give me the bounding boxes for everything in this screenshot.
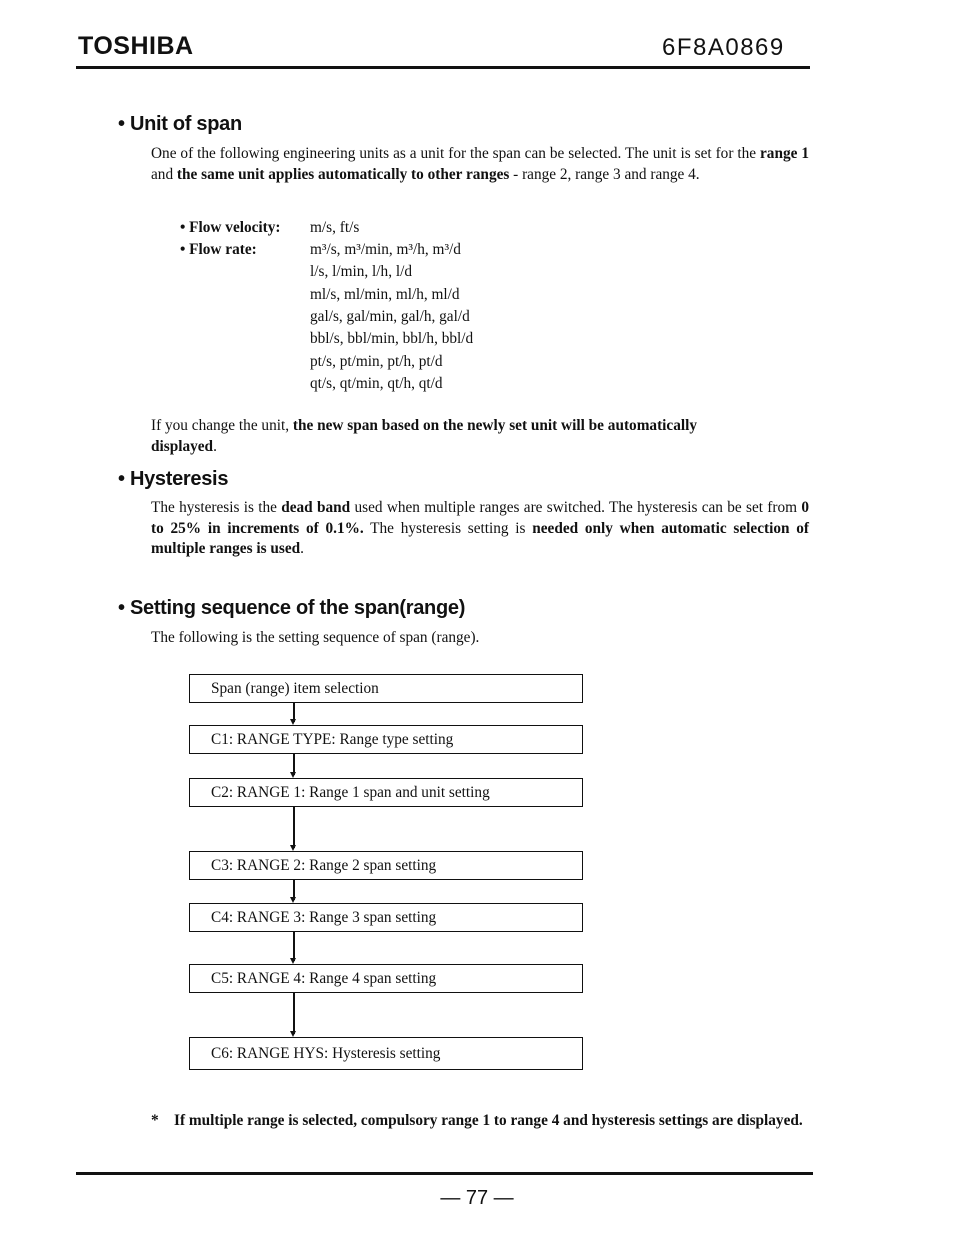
header-rule xyxy=(76,66,810,69)
note-text: If multiple range is selected, compulsory range 1 to range 4 and hysteresis settings are displayed. xyxy=(174,1112,803,1129)
flow-step-c5-range4: C5: RANGE 4: Range 4 span setting xyxy=(189,964,583,993)
intro-bold-range1: range 1 xyxy=(760,145,809,162)
flow-rate-units-m3: m³/s, m³/min, m³/h, m³/d xyxy=(310,241,461,258)
intro-bold-same-unit: the same unit applies automatically to other ranges xyxy=(176,165,510,183)
intro-text: - range 2, range 3 and range 4. xyxy=(509,165,700,183)
flow-step-c1-range-type: C1: RANGE TYPE: Range type setting xyxy=(189,725,583,754)
flow-connector xyxy=(293,993,295,1034)
section-title-setting-sequence: • Setting sequence of the span(range) xyxy=(118,597,466,619)
intro-text: and xyxy=(151,165,177,183)
page-number: — 77 — xyxy=(440,1187,514,1209)
flow-step-c3-range2: C3: RANGE 2: Range 2 span setting xyxy=(189,851,583,880)
hysteresis-text: used when multiple ranges are switched. The hysteresis can be set from xyxy=(350,499,802,516)
hysteresis-bold-range: 0 to 25% in increments of 0.1%. xyxy=(151,499,809,537)
hysteresis-bold-dead-band: dead band xyxy=(281,499,351,516)
section-title-hysteresis: • Hysteresis xyxy=(118,468,229,490)
flow-rate-label: • Flow rate: xyxy=(180,241,257,258)
flow-velocity-label: • Flow velocity: xyxy=(180,219,281,236)
note-asterisk: * xyxy=(151,1112,159,1129)
hysteresis-text: The hysteresis setting is xyxy=(363,519,533,537)
change-bold: the new span based on the newly set unit will be automatically displayed xyxy=(151,417,698,455)
flow-connector xyxy=(293,807,295,848)
flow-rate-units-bbl: bbl/s, bbl/min, bbl/h, bbl/d xyxy=(310,330,474,347)
change-text: . xyxy=(213,437,217,455)
intro-text: One of the following engineering units as a unit for the span can be selected. The unit is set for the xyxy=(151,145,761,162)
flow-step-c4-range3: C4: RANGE 3: Range 3 span setting xyxy=(189,903,583,932)
flow-rate-units-ml: ml/s, ml/min, ml/h, ml/d xyxy=(310,286,460,303)
hysteresis-paragraph xyxy=(151,498,809,560)
flow-connector xyxy=(293,932,295,961)
footer-rule xyxy=(76,1172,813,1175)
change-text: If you change the unit, xyxy=(151,417,293,434)
brand-logo: TOSHIBA xyxy=(78,32,194,60)
hysteresis-text: The hysteresis is the xyxy=(151,499,282,516)
flow-step-c2-range1: C2: RANGE 1: Range 1 span and unit setting xyxy=(189,778,583,807)
document-number: 6F8A0869 xyxy=(662,34,785,61)
hysteresis-text: . xyxy=(300,540,304,557)
flow-step-c6-hysteresis: C6: RANGE HYS: Hysteresis setting xyxy=(189,1037,583,1070)
flow-step-span-item-selection: Span (range) item selection xyxy=(189,674,583,703)
flow-rate-units-qt: qt/s, qt/min, qt/h, qt/d xyxy=(310,375,443,392)
unit-change-note xyxy=(151,416,761,457)
flow-velocity-units: m/s, ft/s xyxy=(310,219,360,236)
flow-rate-units-l: l/s, l/min, l/h, l/d xyxy=(310,263,412,280)
unit-of-span-intro xyxy=(151,144,809,185)
sequence-intro: The following is the setting sequence of span (range). xyxy=(151,629,480,646)
flow-rate-units-pt: pt/s, pt/min, pt/h, pt/d xyxy=(310,353,443,370)
flow-rate-units-gal: gal/s, gal/min, gal/h, gal/d xyxy=(310,308,470,325)
section-title-unit-of-span: • Unit of span xyxy=(118,113,242,135)
hysteresis-bold-needed: needed only when automatic selection of multiple ranges is used xyxy=(151,519,809,557)
